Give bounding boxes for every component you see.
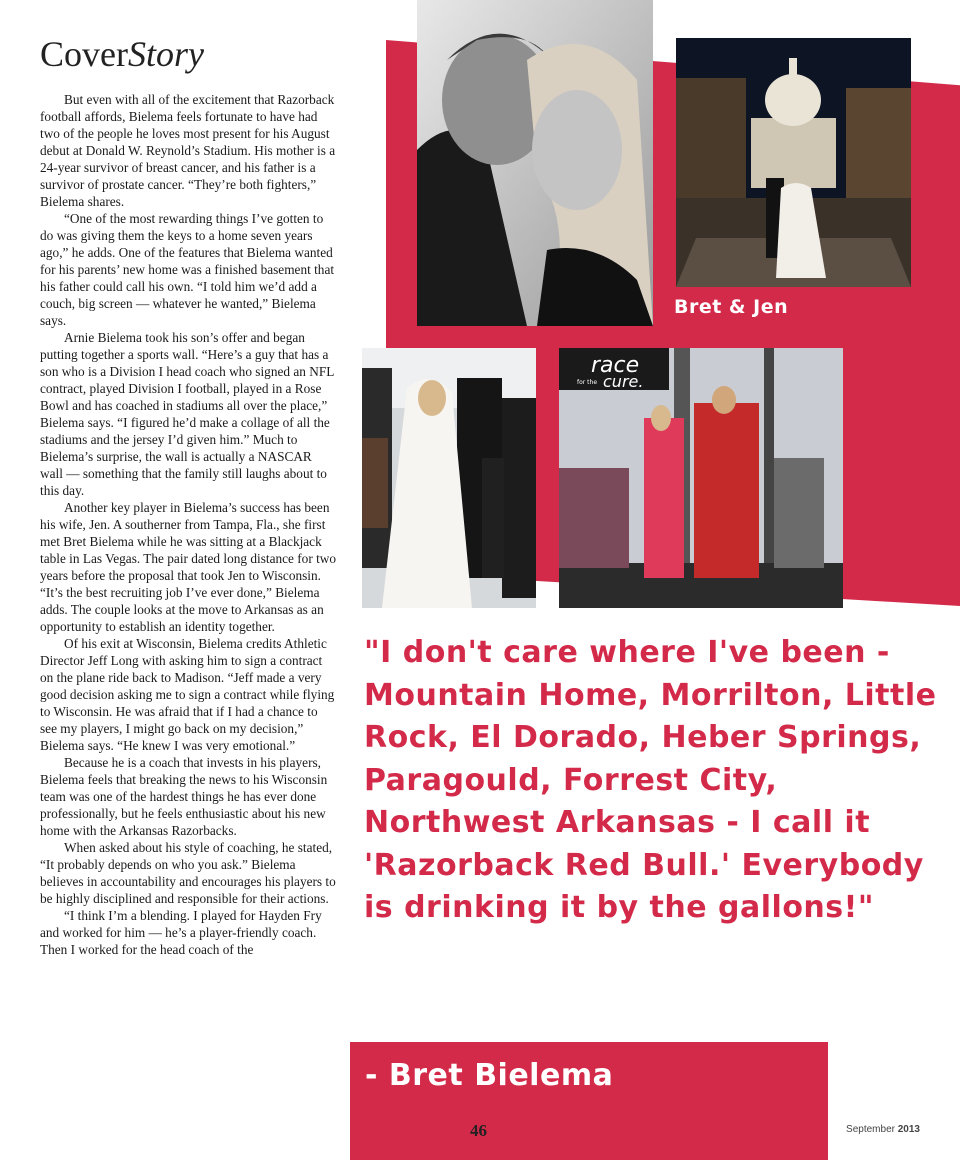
paragraph: “One of the most rewarding things I’ve gotten to do was giving them the keys to a home seven years ago,” he adds. One of the features that Bielema wanted for his parents’ new home was a finished basement that his father could call his own. “I told him we’d add a couch, big screen — whatever he wanted,” Bielema says. (40, 211, 335, 328)
race-for-the-cure-photo (559, 348, 843, 608)
pull-quote: "I don't care where I've been - Mountain Home, Morrilton, Little Rock, El Dorado, Heber Springs, Paragould, Forrest City, Northwest Arkansas - I call it 'Razorback Red Bull.' Everybody is drinking it by the gallons!" (364, 635, 937, 925)
paragraph: Another key player in Bielema’s success has been his wife, Jen. A southerner from Tampa, Fla., she first met Bret Bielema while he was sitting at a Blackjack table in Las Vegas. The pair dated long distance for two years before the proposal that took Jen to Wisconsin. “It’s the best recruiting job I’ve ever done,” Bielema adds. The couple looks at the move to Arkansas as an opportunity to establish an identity together. (40, 500, 337, 634)
issue-date: September 2013 (846, 1124, 920, 1135)
paragraph: But even with all of the excitement that Razorback football affords, Bielema feels fortunate to have had two of the people he loves most present for his August debut at Donald W. Reynold’s Stadium. His mother is a 24-year survivor of breast cancer, and his father is a survivor of prostate cancer. “They’re both fighters,” Bielema shares. (40, 92, 336, 209)
wedding-party-photo (362, 348, 536, 608)
paragraph: When asked about his style of coaching, he stated, “It probably depends on who you ask.” Bielema believes in accountability and encourages his players to be highly disciplined and responsible for their actions. (40, 840, 336, 906)
photo-caption: Bret & Jen (674, 296, 789, 318)
paragraph: “I think I’m a blending. I played for Hayden Fry and worked for him — he’s a player-friendly coach. Then I worked for the head coach of the (40, 908, 322, 957)
article-body (40, 91, 337, 958)
race-banner-for-the: for the (577, 379, 598, 386)
race-banner-cure: cure. (603, 372, 644, 391)
couple-portrait-photo (417, 0, 653, 326)
race-banner-text: race (591, 353, 640, 378)
quote-attribution: - Bret Bielema (365, 1058, 614, 1093)
page-number: 46 (470, 1121, 487, 1140)
capitol-night-photo (676, 38, 911, 287)
paragraph: Of his exit at Wisconsin, Bielema credits Athletic Director Jeff Long with asking him to sign a contract on the plane ride back to Madison. “Jeff made a very good decision asking me to sign a contract while flying to Wisconsin. He was afraid that if I had a chance to see my players, I might go back on my decision,” Bielema says. “He knew I was very emotional.” (40, 636, 335, 753)
section-header: CoverStory (40, 34, 204, 74)
paragraph: Arnie Bielema took his son’s offer and began putting together a sports wall. “Here’s a guy that has a son who is a Division I head coach who signed an NFL contract, played Division I football, played in a Rose Bowl and has coached in stadiums all over the place,” Bielema says. “I figured he’d make a collage of all the stadiums and the jersey I’d given him.” Much to Bielema’s surprise, the wall is actually a NASCAR wall — something that the family still laughs about to this day. (40, 330, 334, 498)
paragraph: Because he is a coach that invests in his players, Bielema feels that breaking the news to his Wisconsin team was one of the hardest things he has ever done professionally, but he feels enthusiastic about his new home with the Arkansas Razorbacks. (40, 755, 328, 838)
